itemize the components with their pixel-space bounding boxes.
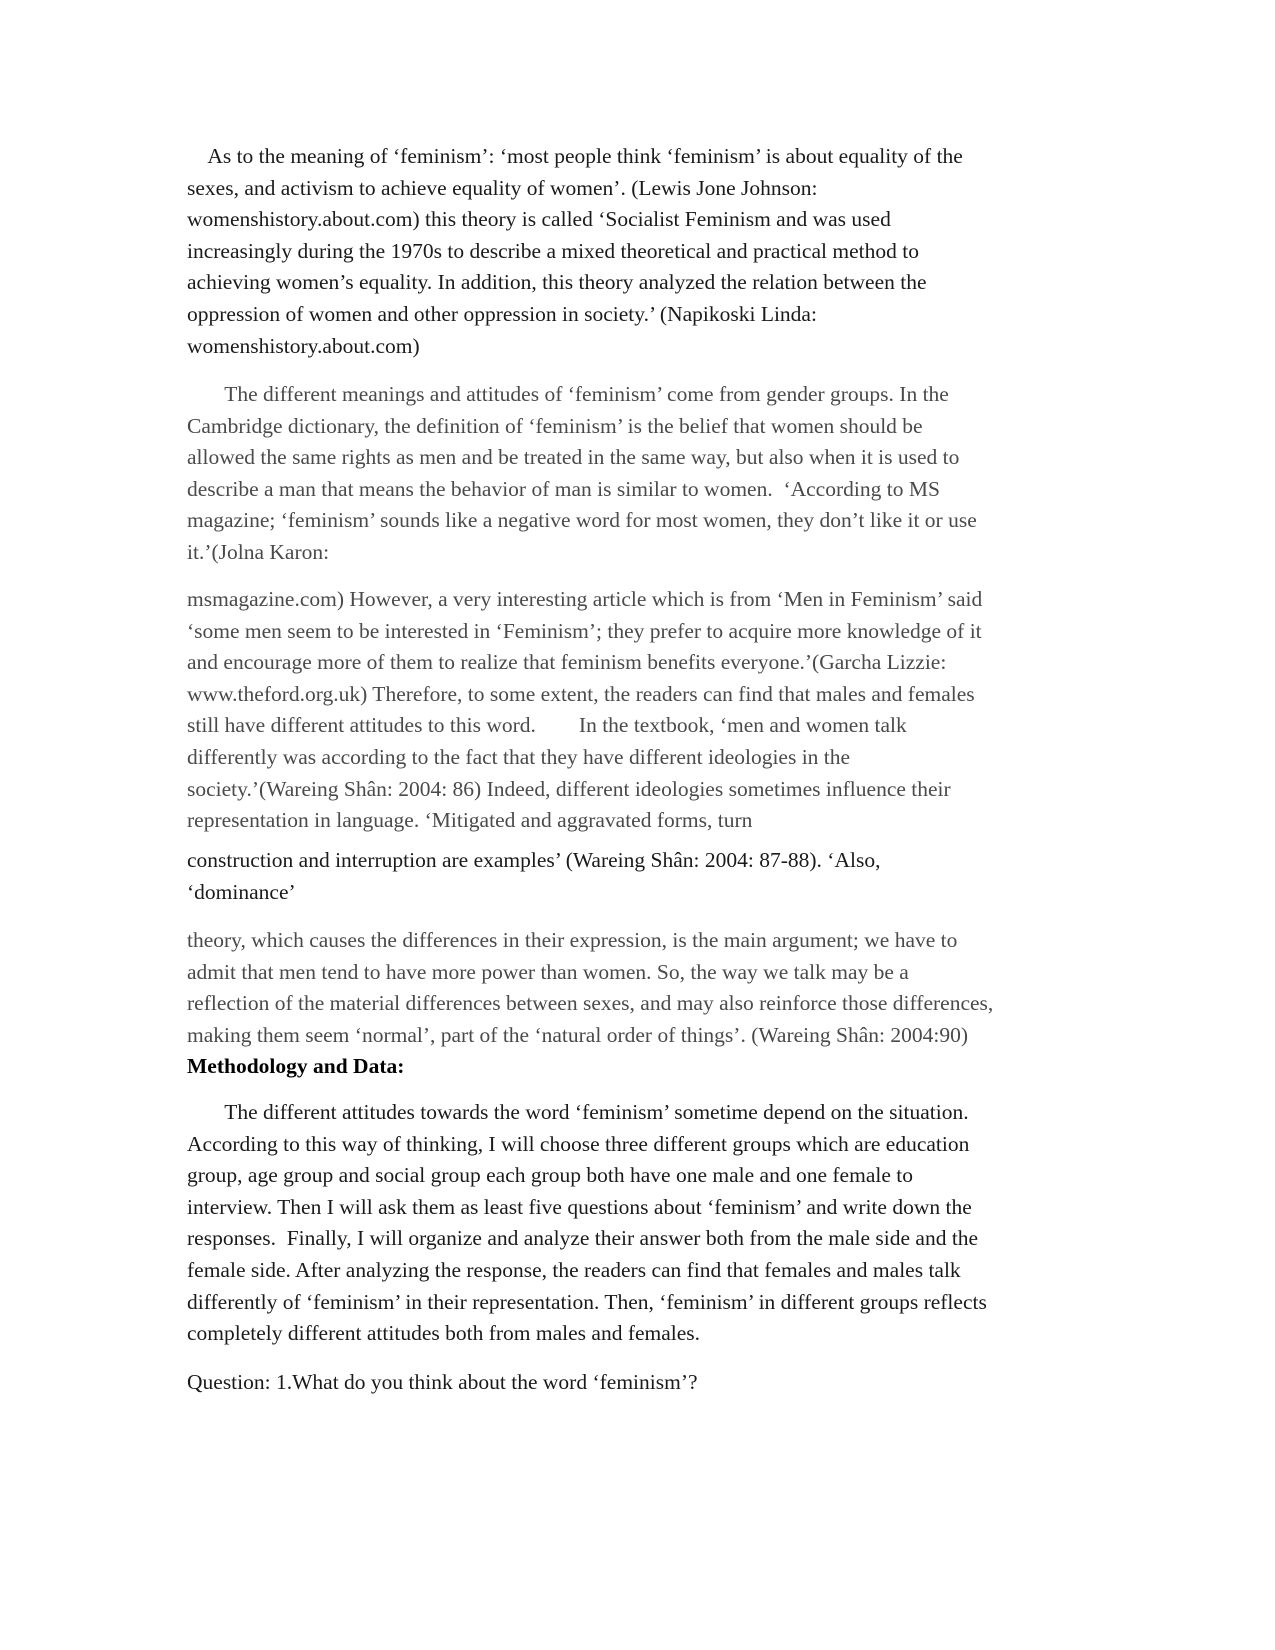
- text-line: differently was according to the fact that they have different ideologies in the: [187, 744, 851, 769]
- text-line: The different meanings and attitudes of ‘feminism’ come from gender groups. In the: [187, 382, 949, 406]
- text-line: interview. Then I will ask them as least five questions about ‘feminism’ and write down the: [187, 1194, 972, 1219]
- text-line: admit that men tend to have more power than women. So, the way we talk may be a: [187, 959, 909, 984]
- text-line: ‘some men seem to be interested in ‘Feminism’; they prefer to acquire more knowledge of it: [187, 618, 982, 643]
- paragraph-dominance-theory: [187, 925, 1087, 1083]
- text-line: describe a man that means the behavior of man is similar to women. ‘According to MS: [187, 476, 940, 501]
- text-line: differently of ‘feminism’ in their representation. Then, ‘feminism’ in different groups reflects: [187, 1289, 987, 1314]
- text-line: construction and interruption are examples’ (Wareing Shân: 2004: 87-88). ‘Also,: [187, 848, 881, 872]
- text-line: and encourage more of them to realize that feminism benefits everyone.’(Garcha Lizzie:: [187, 650, 947, 675]
- text-line: representation in language. ‘Mitigated and aggravated forms, turn: [187, 808, 753, 833]
- paragraph-question: [187, 1367, 1087, 1399]
- text-line: womenshistory.about.com): [187, 333, 420, 358]
- text-line: According to this way of thinking, I will choose three different groups which are education: [187, 1131, 970, 1156]
- text-line: sexes, and activism to achieve equality of women’. (Lewis Jone Johnson:: [187, 175, 818, 200]
- paragraph-methodology: [187, 1097, 1087, 1350]
- text-line: reflection of the material differences between sexes, and may also reinforce those differences,: [187, 991, 994, 1016]
- text-line: Cambridge dictionary, the definition of ‘feminism’ is the belief that women should be: [187, 413, 923, 438]
- text-line: The different attitudes towards the word ‘feminism’ sometime depend on the situation.: [187, 1100, 969, 1124]
- text-line: increasingly during the 1970s to describe a mixed theoretical and practical method to: [187, 238, 919, 263]
- text-line: oppression of women and other oppression in society.’ (Napikoski Linda:: [187, 301, 817, 326]
- text-line: making them seem ‘normal’, part of the ‘natural order of things’. (Wareing Shân: 2004:90): [187, 1022, 969, 1047]
- section-heading-methodology: Methodology and Data:: [187, 1054, 405, 1079]
- question-line: Question: 1.What do you think about the word ‘feminism’?: [187, 1370, 698, 1394]
- text-line: theory, which causes the differences in their expression, is the main argument; we have to: [187, 928, 958, 952]
- text-line: responses. Finally, I will organize and analyze their answer both from the male side and the: [187, 1226, 979, 1251]
- text-line: society.’(Wareing Shân: 2004: 86) Indeed, different ideologies sometimes influence their: [187, 776, 951, 801]
- text-line: still have different attitudes to this word. In the textbook, ‘men and women talk: [187, 713, 907, 738]
- text-line: allowed the same rights as men and be treated in the same way, but also when it is used to: [187, 445, 960, 470]
- text-line: womenshistory.about.com) this theory is called ‘Socialist Feminism and was used: [187, 207, 891, 232]
- paragraph-turn-construction: [187, 845, 1087, 908]
- paragraph-men-in-feminism: [187, 584, 1087, 837]
- text-line: As to the meaning of ‘feminism’: ‘most people think ‘feminism’ is about equality of the: [187, 144, 963, 168]
- paragraph-different-meanings: [187, 379, 1087, 569]
- text-line: magazine; ‘feminism’ sounds like a negative word for most women, they don’t like it or use: [187, 508, 977, 533]
- paragraph-feminism-meaning: [187, 141, 1087, 362]
- text-line: group, age group and social group each group both have one male and one female to: [187, 1163, 913, 1188]
- text-line: completely different attitudes both from males and females.: [187, 1321, 701, 1346]
- text-line: ‘dominance’: [187, 879, 296, 904]
- text-line: it.’(Jolna Karon:: [187, 539, 330, 564]
- text-line: achieving women’s equality. In addition, this theory analyzed the relation between the: [187, 270, 927, 295]
- text-line: msmagazine.com) However, a very interesting article which is from ‘Men in Feminism’ said: [187, 587, 983, 611]
- text-line: www.theford.org.uk) Therefore, to some extent, the readers can find that males and females: [187, 681, 975, 706]
- text-line: female side. After analyzing the response, the readers can find that females and males talk: [187, 1257, 961, 1282]
